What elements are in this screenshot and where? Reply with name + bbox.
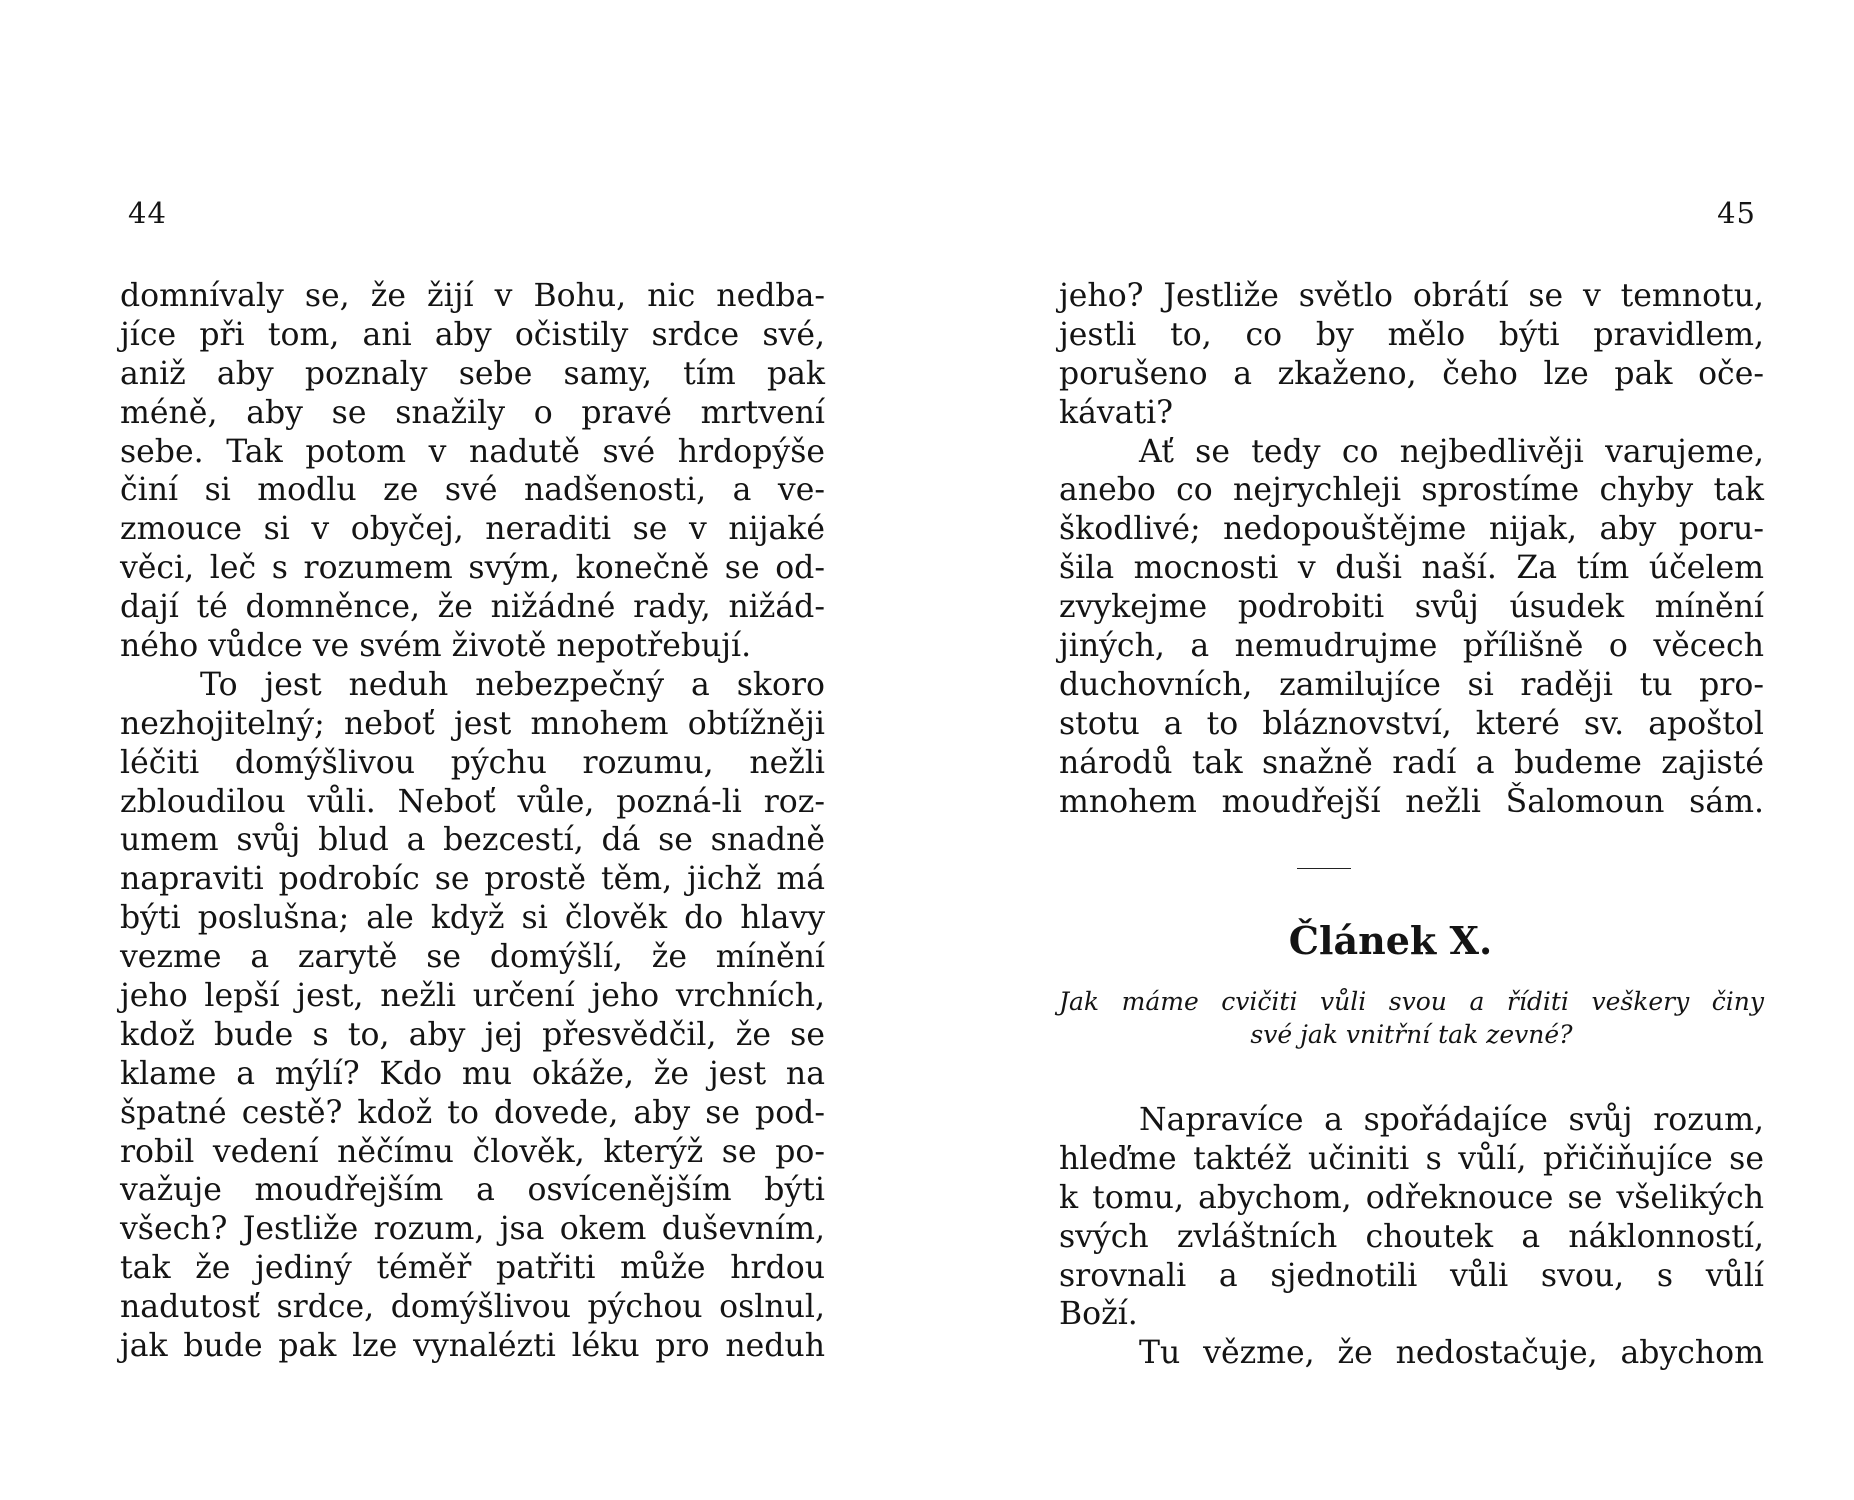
section-heading: Článek X. — [1288, 918, 1493, 963]
text-line: mnohem moudřejší nežli Šalomoun sám. — [1059, 783, 1764, 820]
text-line: nezhojitelný; neboť jest mnohem obtížněji — [120, 705, 825, 742]
section-subtitle — [1059, 985, 1764, 1051]
text-line: jak bude pak lze vynalézti léku pro neduh — [120, 1328, 825, 1365]
text-line: zbloudilou vůli. Neboť vůle, pozná-li roz- — [120, 783, 825, 820]
text-line: anebo co nejrychleji sprostíme chyby tak — [1059, 472, 1764, 509]
text-line: jeho? Jestliže světlo obrátí se v temnotu, — [1059, 278, 1764, 314]
right-page — [927, 0, 1854, 1500]
body-text — [120, 277, 825, 1366]
text-line: porušeno a zkaženo, čeho lze pak oče- — [1059, 355, 1764, 392]
text-line: býti poslušna; ale když si člověk do hlavy — [120, 900, 825, 937]
text-line: klame a mýlí? Kdo mu okáže, že jest na — [120, 1055, 825, 1092]
text-line: To jest neduh nebezpečný a skoro — [200, 666, 825, 703]
section-divider — [1297, 868, 1351, 869]
text-line: činí si modlu ze své nadšenosti, a ve- — [120, 472, 825, 509]
subtitle-line: Jak máme cvičiti vůli svou a říditi veškery činy — [1059, 987, 1764, 1016]
text-line: jestli to, co by mělo býti pravidlem, — [1059, 316, 1764, 353]
text-line: hleďme taktéž učiniti s vůlí, přičiňujíce se — [1059, 1140, 1764, 1177]
text-line: svých zvláštních choutek a náklonností, — [1059, 1218, 1764, 1255]
text-line: tak že jediný téměř patřiti může hrdou — [120, 1250, 825, 1287]
body-text — [1059, 1101, 1764, 1373]
text-line: léčiti domýšlivou pýchu rozumu, nežli — [120, 744, 825, 781]
text-line: Ať se tedy co nejbedlivěji varujeme, — [1139, 433, 1764, 470]
text-line: národů tak snažně radí a budeme zajisté — [1059, 744, 1764, 781]
text-line: šila mocnosti v duši naší. Za tím účelem — [1059, 550, 1764, 587]
text-line: všech? Jestliže rozum, jsa okem duševním, — [120, 1211, 825, 1248]
text-line: sebe. Tak potom v nadutě své hrdopýše — [120, 433, 825, 470]
text-line: jiných, a nemudrujme přílišně o věcech — [1059, 628, 1764, 665]
text-line: stotu a to bláznovství, které sv. apoštol — [1059, 705, 1764, 742]
page-number: 45 — [1717, 196, 1756, 230]
text-line: važuje moudřejším a osvícenějším býti — [120, 1172, 825, 1209]
text-line: kávati? — [1059, 394, 1174, 431]
text-line: kdož bude s to, aby jej přesvědčil, že se — [120, 1016, 825, 1053]
text-line: umem svůj blud a bezcestí, dá se snadně — [120, 822, 825, 859]
text-line: napraviti podrobíc se prostě těm, jichž má — [120, 861, 825, 898]
text-line: duchovních, zamilujíce si raději tu pro- — [1059, 666, 1764, 703]
text-line: vezme a zarytě se domýšlí, že mínění — [120, 939, 825, 976]
text-line: srovnali a sjednotili vůli svou, s vůlí — [1059, 1257, 1764, 1294]
text-line: aniž aby poznaly sebe samy, tím pak — [120, 355, 825, 392]
text-line: věci, leč s rozumem svým, konečně se od- — [120, 550, 825, 587]
text-line: škodlivé; nedopouštějme nijak, aby poru- — [1059, 511, 1764, 548]
text-line: ného vůdce ve svém životě nepotřebují. — [120, 628, 752, 665]
body-text — [1059, 277, 1764, 821]
text-line: dají té domněnce, že nižádné rady, nižád- — [120, 589, 825, 626]
text-line: zvykejme podrobiti svůj úsudek mínění — [1059, 589, 1764, 626]
subtitle-line: své jak vnitřní tak zevné? — [1250, 1020, 1573, 1049]
text-line: jeho lepší jest, nežli určení jeho vrchních, — [120, 978, 825, 1015]
text-line: Boží. — [1059, 1296, 1138, 1333]
text-line: špatné cestě? kdož to dovede, aby se pod- — [120, 1094, 825, 1131]
text-line: domnívaly se, že žijí v Bohu, nic nedba- — [120, 278, 825, 314]
page-number: 44 — [128, 196, 167, 230]
text-line: zmouce si v obyčej, neraditi se v nijaké — [120, 511, 825, 548]
text-line: Napravíce a spořádajíce svůj rozum, — [1139, 1102, 1764, 1138]
text-line: k tomu, abychom, odřeknouce se všelikých — [1059, 1179, 1764, 1216]
text-line: méně, aby se snažily o pravé mrtvení — [120, 394, 825, 431]
text-line: robil vedení něčímu člověk, kterýž se po- — [120, 1133, 825, 1170]
text-line: nadutosť srdce, domýšlivou pýchou oslnul, — [120, 1289, 825, 1326]
text-line: Tu vězme, že nedostačuje, abychom — [1139, 1335, 1764, 1372]
text-line: jíce při tom, ani aby očistily srdce své, — [120, 316, 825, 353]
